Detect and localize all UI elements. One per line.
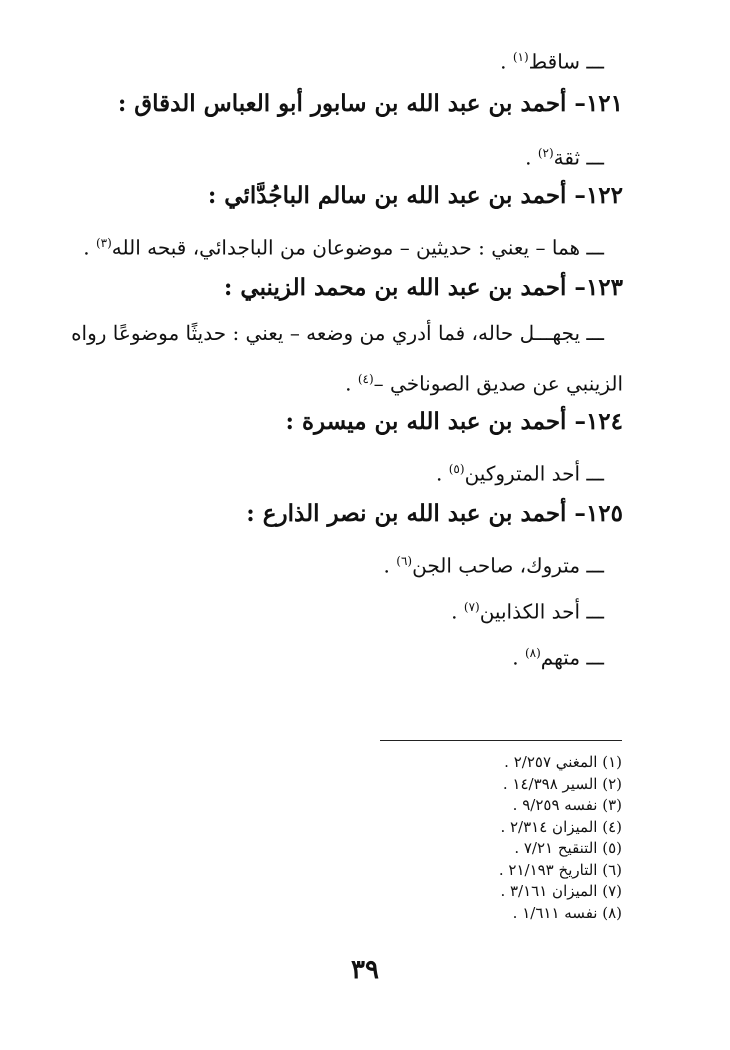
footnote-ref: (٨)	[524, 646, 541, 660]
footnote-1: (١) المغني ٢/٢٥٧ .	[504, 753, 622, 771]
footnote-ref: (٦)	[396, 554, 413, 568]
entry-end: .	[512, 645, 525, 670]
entry-end: .	[83, 235, 96, 260]
footnote-6: (٦) التاريخ ٢١/١٩٣ .	[498, 860, 622, 879]
entry-end: .	[451, 599, 464, 624]
entry-end: .	[436, 461, 449, 486]
footnote-ref: (١)	[512, 50, 529, 64]
entry-heading-text: ١٢١– أحمد بن عبد الله بن سابور أبو العباس الدقاق :	[117, 90, 623, 117]
entry-heading-123	[0, 272, 730, 304]
entry-text: ـــ هما – يعني : حديثين – موضوعان من الباجدائي، قبحه الله	[111, 235, 604, 260]
entry-text: ـــ متروك، صاحب الجن	[412, 553, 604, 578]
footnote-5: (٥) التنقيح ٧/٢١ .	[514, 839, 622, 857]
entry-heading-text: ١٢٣– أحمد بن عبد الله بن محمد الزينبي :	[223, 274, 623, 301]
entry-line	[0, 592, 730, 627]
entry-text: ـــ ساقط	[528, 49, 604, 74]
footnote-separator	[380, 740, 622, 741]
entry-heading-124	[0, 406, 730, 438]
entry-line	[0, 546, 730, 581]
entry-heading-121	[0, 88, 730, 120]
footnote-ref: (٥)	[448, 462, 465, 476]
entry-text: ـــ أحد الكذابين	[479, 599, 604, 624]
entry-text: ـــ أحد المتروكين	[464, 461, 604, 486]
entry-line	[0, 228, 730, 263]
footnote-8: (٨) نفسه ١/٦١١ .	[512, 903, 622, 922]
entry-text: ـــ يجهـــل حاله، فما أدري من وضعه – يعني : حديثًا موضوعًا رواه	[71, 321, 604, 345]
entry-line	[0, 42, 730, 77]
entry-heading-122	[0, 180, 730, 212]
footnote-ref: (٣)	[95, 236, 112, 250]
entry-end: .	[500, 49, 513, 74]
entry-heading-text: ١٢٢– أحمد بن عبد الله بن سالم الباجُدَّائي :	[207, 182, 623, 209]
footnotes-list	[499, 752, 622, 924]
entry-line	[0, 138, 730, 173]
entry-text: الزينبي عن صديق الصوناخي –	[373, 371, 623, 396]
entry-line	[0, 318, 730, 348]
footnote-4: (٤) الميزان ٢/٣١٤ .	[500, 817, 622, 836]
entry-line	[0, 364, 730, 399]
footnote-3: (٣) نفسه ٩/٢٥٩ .	[512, 796, 622, 814]
footnote-2: (٢) السير ١٤/٣٩٨ .	[502, 774, 622, 793]
entry-heading-text: ١٢٤– أحمد بن عبد الله بن ميسرة :	[285, 408, 623, 435]
entry-end: .	[383, 553, 397, 578]
footnote-ref: (٤)	[357, 372, 374, 386]
entry-text: ـــ متهم	[540, 645, 604, 670]
entry-line	[0, 638, 730, 673]
entry-end: .	[525, 145, 538, 170]
entry-line	[0, 454, 730, 489]
footnote-ref: (٢)	[537, 146, 554, 160]
footnote-7: (٧) الميزان ٣/١٦١ .	[500, 882, 622, 900]
entry-end: .	[345, 371, 358, 396]
entry-text: ـــ ثقة	[553, 145, 604, 170]
entry-heading-text: ١٢٥– أحمد بن عبد الله بن نصر الذارع :	[246, 500, 623, 527]
footnote-ref: (٧)	[463, 600, 480, 614]
page-number: ٣٩	[351, 955, 379, 985]
entry-heading-125	[0, 498, 730, 530]
